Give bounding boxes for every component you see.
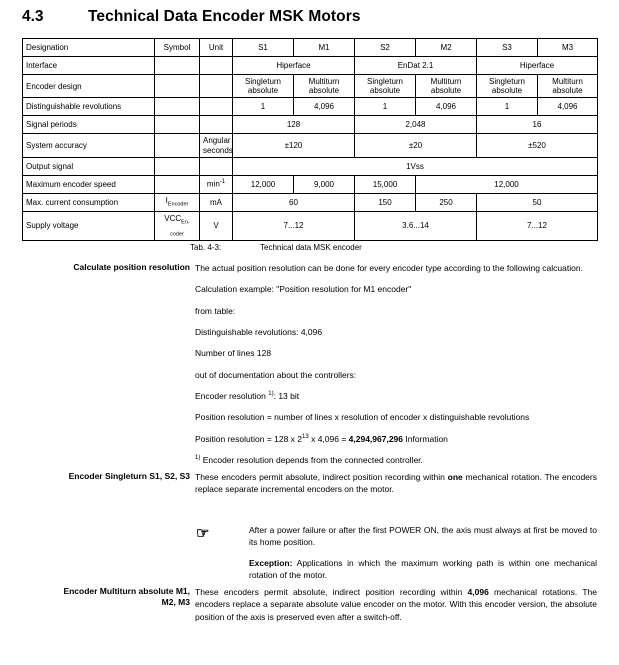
row-value: Hiperface (233, 57, 355, 75)
table-caption (190, 243, 362, 252)
row-label: System accuracy (23, 134, 155, 157)
section-body-encoder-singleturn (195, 471, 597, 505)
footnote-marker: 1) (268, 391, 274, 398)
row-symbol (155, 75, 200, 98)
row-unit: Angular seconds (200, 134, 233, 157)
table-caption-number: Tab. 4-3: (190, 243, 222, 252)
heading-title: Technical Data Encoder MSK Motors (88, 8, 361, 25)
section-body-calculate-position-resolution (195, 262, 597, 475)
table-caption-text: Technical data MSK encoder (260, 243, 362, 252)
row-symbol (155, 116, 200, 134)
row-value: Multiturn absolute (294, 75, 355, 98)
row-value: 3.6...14 (355, 211, 477, 240)
formula-tail: x 4,096 = (308, 433, 349, 444)
table-header-row (23, 39, 598, 57)
table-row (23, 134, 598, 157)
table-row (23, 75, 598, 98)
row-value: Multiturn absolute (538, 75, 598, 98)
row-value: ±20 (355, 134, 477, 157)
table-row (23, 98, 598, 116)
paragraph: from table: (195, 305, 236, 316)
header-cell: M1 (294, 39, 355, 57)
table-row (23, 211, 598, 240)
row-unit (200, 98, 233, 116)
row-label: Output signal (23, 157, 155, 175)
emphasis-one-mechanical-rotation: one (447, 472, 463, 482)
row-value: 7...12 (233, 211, 355, 240)
table-row (23, 116, 598, 134)
row-value: 9,000 (294, 175, 355, 193)
row-value: Hiperface (477, 57, 598, 75)
row-label: Distinguishable revolutions (23, 98, 155, 116)
table-row (23, 175, 598, 193)
paragraph-footnote: $^{1)}$ Encoder resolution depends from the connected controller. (195, 454, 423, 465)
header-cell: M2 (416, 39, 477, 57)
header-cell: Designation (23, 39, 155, 57)
row-symbol (155, 157, 200, 175)
row-value: 150 (355, 193, 416, 211)
heading-number: 4.3 (22, 8, 44, 25)
row-value: 15,000 (355, 175, 416, 193)
row-unit (200, 57, 233, 75)
row-value: EnDat 2.1 (355, 57, 477, 75)
table-row (23, 57, 598, 75)
paragraph: Distinguishable revolutions: 4,096 (195, 326, 323, 337)
row-value: Multiturn absolute (416, 75, 477, 98)
table-row (23, 193, 598, 211)
row-value: Singleturn absolute (355, 75, 416, 98)
page-heading (22, 8, 602, 32)
section-label-encoder-multiturn: Encoder Multiturn absolute M1, M2, M3 (63, 586, 190, 608)
row-value: 4,096 (538, 98, 598, 116)
footnote-marker: 1) (195, 454, 201, 461)
paragraph-formula (195, 433, 597, 445)
row-label: Interface (23, 57, 155, 75)
row-value: 4,096 (416, 98, 477, 116)
paragraph: The actual position resolution can be done for every encoder type according to the following calcuation. (195, 263, 583, 273)
row-symbol: $I_{Encoder}$ (155, 193, 200, 211)
row-value: 50 (477, 193, 598, 211)
section-body-encoder-multiturn (195, 586, 597, 632)
row-unit: mA (200, 193, 233, 211)
header-cell: M3 (538, 39, 598, 57)
row-label: Encoder design (23, 75, 155, 98)
formula-result: 4,294,967,296 (348, 433, 404, 444)
paragraph: Position resolution = number of lines x resolution of encoder x distinguishable revolutions (195, 412, 530, 423)
row-label: Max. current consumption (23, 193, 155, 211)
paragraph-encoder-resolution: Encoder resolution $^{1)}$: 13 bit (195, 390, 300, 401)
paragraph: Calculation example: "Position resolution for M1 encoder" (195, 284, 412, 295)
row-value: 4,096 (294, 98, 355, 116)
paragraph: Number of lines 128 (195, 348, 272, 359)
row-value: 7...12 (477, 211, 598, 240)
row-unit: $\min^{-1}$ (200, 175, 233, 193)
note-paragraph: After a power failure or after the first POWER ON, the axis must always at first be moved to its home position. (249, 525, 597, 548)
row-value: 16 (477, 116, 598, 134)
note-exception-text: Applications in which the maximum working path is within one mechanical rotation of the motor. (249, 557, 597, 580)
section-label-encoder-singleturn: Encoder Singleturn S1, S2, S3 (68, 471, 190, 481)
note-exception (249, 557, 597, 582)
note-exception-label: Exception: (249, 557, 293, 568)
row-unit (200, 157, 233, 175)
paragraph: These encoders permit absolute, indirect position recording within one mechanical rotation. The encoders replace separate incremental encoders on the motor. (195, 472, 597, 495)
row-symbol (155, 98, 200, 116)
row-value: ±520 (477, 134, 598, 157)
paragraph: These encoders permit absolute, indirect position recording within 4,096 mechanical rotations. The encoders replace a separate absolute value encoder on the motor. With this encoder version, the absolute position of the axis is preserved even after a switch-off. (195, 587, 597, 622)
row-symbol: $VCC_{En- coder}$ (155, 211, 200, 240)
row-value: 1 (355, 98, 416, 116)
row-label: Maximum encoder speed (23, 175, 155, 193)
row-value: Singleturn absolute (233, 75, 294, 98)
row-value: Singleturn absolute (477, 75, 538, 98)
pointing-hand-icon: ☞ (196, 525, 209, 542)
row-value: 60 (233, 193, 355, 211)
emphasis-4096-rotations: 4,096 (467, 587, 489, 597)
header-cell: Unit (200, 39, 233, 57)
row-value: ±120 (233, 134, 355, 157)
section-label-calculate-position-resolution: Calculate position resolution (73, 262, 190, 272)
header-cell: S2 (355, 39, 416, 57)
row-value: 2,048 (355, 116, 477, 134)
formula-exponent: 13 (302, 433, 309, 440)
row-label: Signal periods (23, 116, 155, 134)
row-unit: V (200, 211, 233, 240)
row-symbol (155, 57, 200, 75)
formula-text: Position resolution = 128 x 2 (195, 433, 303, 444)
row-label: Supply voltage (23, 211, 155, 240)
row-unit (200, 116, 233, 134)
formula-unit: Information (403, 433, 448, 444)
row-value: 12,000 (233, 175, 294, 193)
row-value: 1 (233, 98, 294, 116)
row-value: 128 (233, 116, 355, 134)
header-cell: S3 (477, 39, 538, 57)
row-value: 1 (477, 98, 538, 116)
encoder-spec-table (22, 38, 598, 241)
row-symbol (155, 175, 200, 193)
row-value: 12,000 (416, 175, 598, 193)
row-symbol (155, 134, 200, 157)
note-block (249, 524, 597, 589)
row-value: 1Vss (233, 157, 598, 175)
paragraph: out of documentation about the controllers: (195, 369, 357, 380)
table-row (23, 157, 598, 175)
row-unit (200, 75, 233, 98)
row-value: 250 (416, 193, 477, 211)
header-cell: S1 (233, 39, 294, 57)
header-cell: Symbol (155, 39, 200, 57)
